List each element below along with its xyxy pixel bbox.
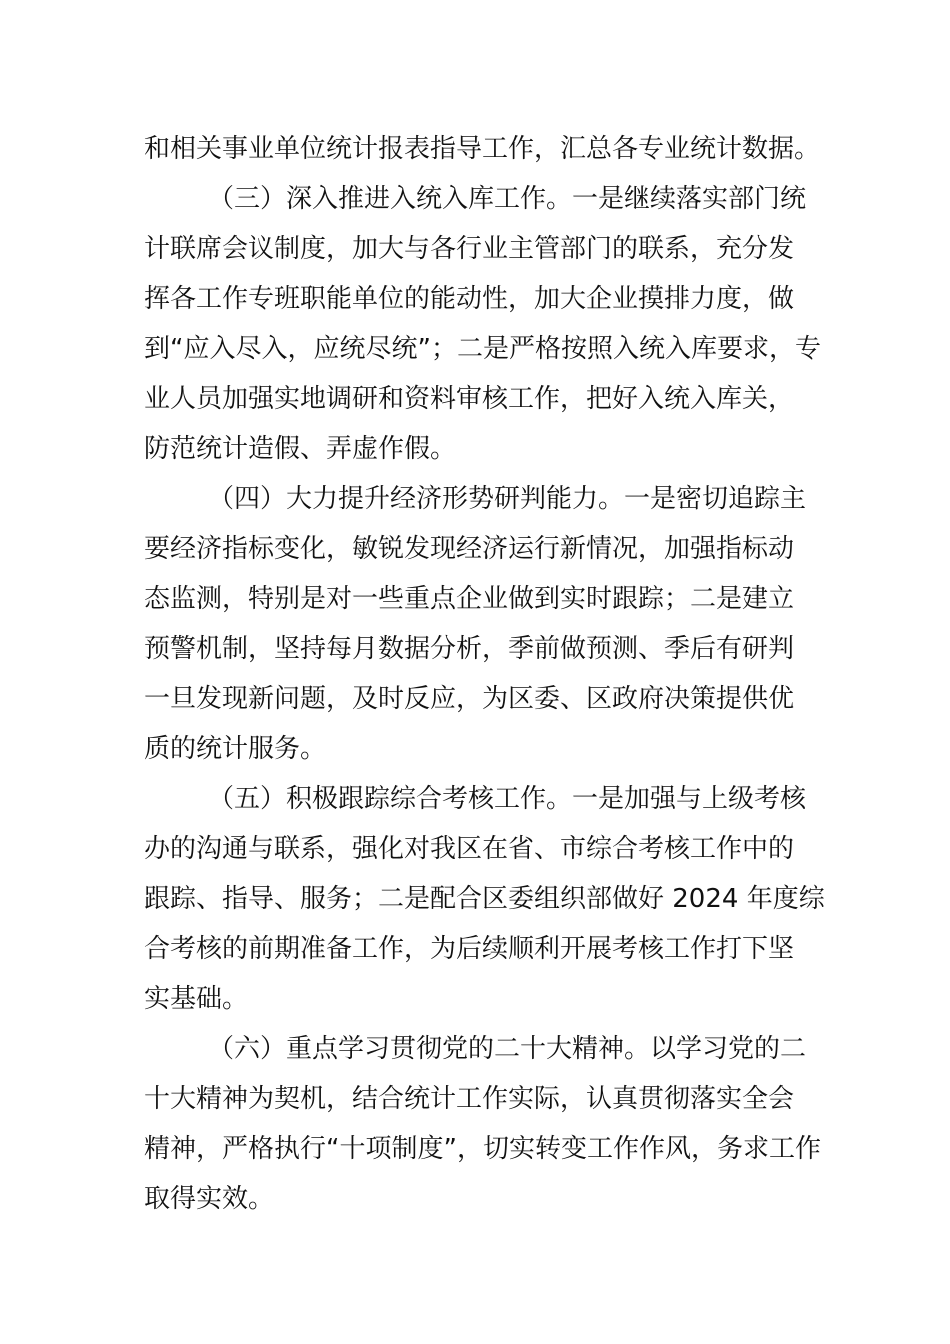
text-line-1: 和相关事业单位统计报表指导工作，汇总各专业统计数据。 — [144, 134, 821, 164]
text-line-9: 要经济指标变化，敏锐发现经济运行新情况，加强指标动 — [144, 534, 795, 564]
text-line-3: 计联席会议制度，加大与各行业主管部门的联系，充分发 — [144, 234, 795, 264]
text-line-18: 实基础。 — [144, 984, 249, 1014]
text-line-7: 防范统计造假、弄虚作假。 — [144, 434, 457, 464]
section-heading-5: （五）积极跟踪综合考核工作。一是加强与上级考核 — [208, 784, 807, 814]
text-line-10: 态监测，特别是对一些重点企业做到实时跟踪；二是建立 — [144, 584, 795, 614]
document-body — [144, 124, 825, 1224]
text-line-20: 十大精神为契机，结合统计工作实际，认真贯彻落实全会 — [144, 1084, 795, 1114]
text-line-22: 取得实效。 — [144, 1184, 275, 1214]
text-line-5: 到“应入尽入，应统尽统”；二是严格按照入统入库要求，专 — [144, 334, 821, 364]
text-line-17: 合考核的前期准备工作，为后续顺利开展考核工作打下坚 — [144, 934, 795, 964]
section-heading-3: （三）深入推进入统入库工作。一是继续落实部门统 — [208, 184, 807, 214]
text-line-16: 跟踪、指导、服务；二是配合区委组织部做好 2024 年度综 — [144, 884, 825, 914]
text-line-6: 业人员加强实地调研和资料审核工作，把好入统入库关， — [144, 384, 795, 414]
text-line-13: 质的统计服务。 — [144, 734, 327, 764]
text-line-4: 挥各工作专班职能单位的能动性，加大企业摸排力度，做 — [144, 284, 795, 314]
text-line-21: 精神，严格执行“十项制度”，切实转变工作作风，务求工作 — [144, 1134, 821, 1164]
text-line-11: 预警机制，坚持每月数据分析，季前做预测、季后有研判 — [144, 634, 795, 664]
text-line-12: 一旦发现新问题，及时反应，为区委、区政府决策提供优 — [144, 684, 795, 714]
text-line-15: 办的沟通与联系，强化对我区在省、市综合考核工作中的 — [144, 834, 795, 864]
section-heading-4: （四）大力提升经济形势研判能力。一是密切追踪主 — [208, 484, 807, 514]
section-heading-6: （六）重点学习贯彻党的二十大精神。以学习党的二 — [208, 1034, 807, 1064]
